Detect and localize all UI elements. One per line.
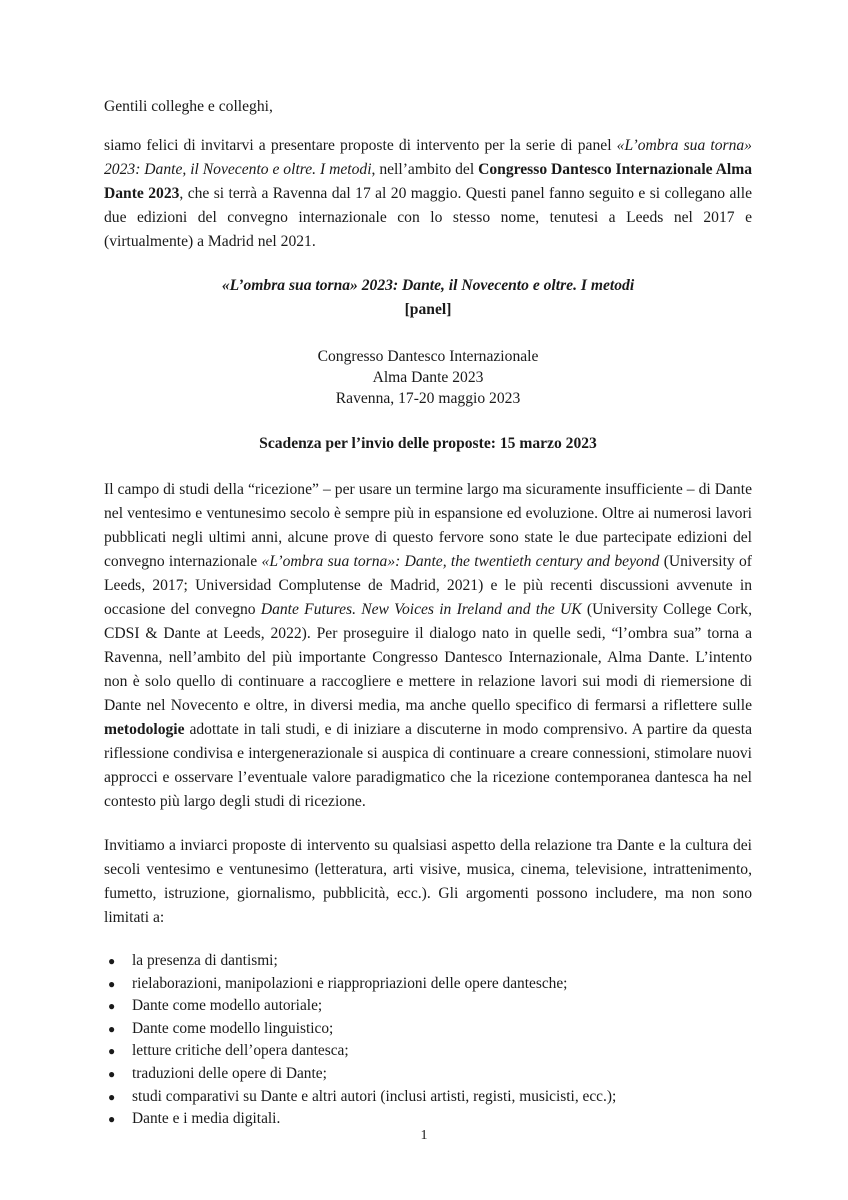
bullet-icon: ●: [108, 999, 116, 1014]
intro-text-2: , nell’ambito del: [371, 161, 479, 178]
list-item: ● rielaborazioni, manipolazioni e riappropriazioni delle opere dantesche;: [104, 973, 752, 996]
list-item: ● Dante come modello autoriale;: [104, 995, 752, 1018]
conference-title-italic: «L’ombra sua torna»: Dante, the twentieth century and beyond: [261, 553, 660, 570]
congress-name-bold: Congresso Dantesco Internazionale Alma Dante 2023: [104, 161, 753, 202]
bullet-icon: ●: [108, 1112, 116, 1127]
bullet-icon: ●: [108, 954, 116, 968]
panel-tag: [panel]: [404, 301, 452, 318]
invite-paragraph: Invitiamo a inviarci proposte di intervento su qualsiasi aspetto della relazione tra Dante e la cultura dei secoli ventesimo e ventunesimo (letteratura, arti visive, musica, cinema, televisione, intrattenimento, fumetto, istruzione, giornalismo, pubblicità, ecc.). Gli argomenti possono includere, ma non sono limitati a:: [104, 837, 752, 926]
congress-block: [104, 346, 752, 409]
list-item: ● traduzioni delle opere di Dante;: [104, 1063, 752, 1086]
intro-text-3: , che si terrà a Ravenna dal 17 al 20 maggio. Questi panel fanno seguito e si collegano alle due edizioni del convegno internazionale con lo stesso nome, tenutesi a Leeds nel 2017 e (virtualmente) a Madrid nel 2021.: [104, 185, 752, 250]
congress-place-date: Ravenna, 17-20 maggio 2023: [335, 390, 521, 407]
congress-name: Congresso Dantesco Internazionale: [317, 348, 539, 365]
deadline-heading: Scadenza per l’invio delle proposte: 15 marzo 2023: [259, 435, 597, 452]
methodology-bold: metodologie: [104, 721, 185, 738]
page-number: 1: [420, 1128, 428, 1143]
intro-text-1: siamo felici di invitarvi a presentare proposte di intervento per la serie di panel: [104, 137, 617, 154]
intro-paragraph: [104, 134, 752, 254]
list-item: ● studi comparativi su Dante e altri autori (inclusi artisti, registi, musicisti, ecc.);: [104, 1086, 752, 1109]
bullet-icon: ●: [108, 1044, 116, 1059]
desc-text-1: Il campo di studi della “ricezione” – per usare un termine largo ma sicuramente insufficiente – di Dante nel ventesimo e ventunesimo secolo è sempre più in espansione ed evoluzione. Oltre ai numerosi lavori pubblicati negli ultimi anni, alcune prove di questo fervore sono state le due partecipate edizioni del convegno internazionale: [104, 481, 752, 570]
desc-text-4: adottate in tali studi, e di iniziare a discuterne in modo comprensivo. A partire da questa riflessione condivisa e intergenerazionale si auspica di continuare a creare connessioni, stimolare nuovi approcci e osservare l’eventuale valore paradigmatico che la ricezione contemporanea dantesca ha nel contesto più largo degli studi di ricezione.: [104, 721, 752, 810]
list-item: ● la presenza di dantismi;: [104, 950, 752, 973]
panel-name-italic: «L’ombra sua torna» 2023: Dante, il Novecento e oltre. I metodi: [104, 137, 752, 178]
bullet-icon: ●: [108, 1066, 116, 1081]
conference2-title-italic: Dante Futures. New Voices in Ireland and the UK: [260, 601, 582, 618]
description-paragraph: [104, 478, 752, 814]
bullet-icon: ●: [108, 976, 116, 991]
list-item: ● Dante e i media digitali.: [104, 1108, 752, 1131]
list-item: ● Dante come modello linguistico;: [104, 1018, 752, 1041]
congress-edition: Alma Dante 2023: [372, 369, 484, 386]
panel-title: «L’ombra sua torna» 2023: Dante, il Novecento e oltre. I metodi: [221, 277, 635, 294]
topics-list: [104, 950, 752, 1131]
desc-text-3: (University College Cork, CDSI & Dante at Leeds, 2022). Per proseguire il dialogo nato in quelle sedi, “l’ombra sua” torna a Ravenna, nell’ambito del più importante Congresso Dantesco Internazionale, Alma Dante. L’intento non è solo quello di continuare a raccogliere e mettere in relazione lavori sui modi di riemersione di Dante nel Novecento e oltre, in diversi media, ma anche quello specifico di fermarsi a riflettere sulle: [104, 601, 752, 714]
desc-text-2: (University of Leeds, 2017; Universidad Complutense de Madrid, 2021) e le più recenti discussioni avvenute in occasione del convegno: [104, 553, 752, 618]
list-item: ● letture critiche dell’opera dantesca;: [104, 1040, 752, 1063]
greeting: Gentili colleghe e colleghi,: [104, 98, 273, 115]
bullet-icon: ●: [108, 1089, 116, 1104]
bullet-icon: ●: [108, 1021, 116, 1036]
